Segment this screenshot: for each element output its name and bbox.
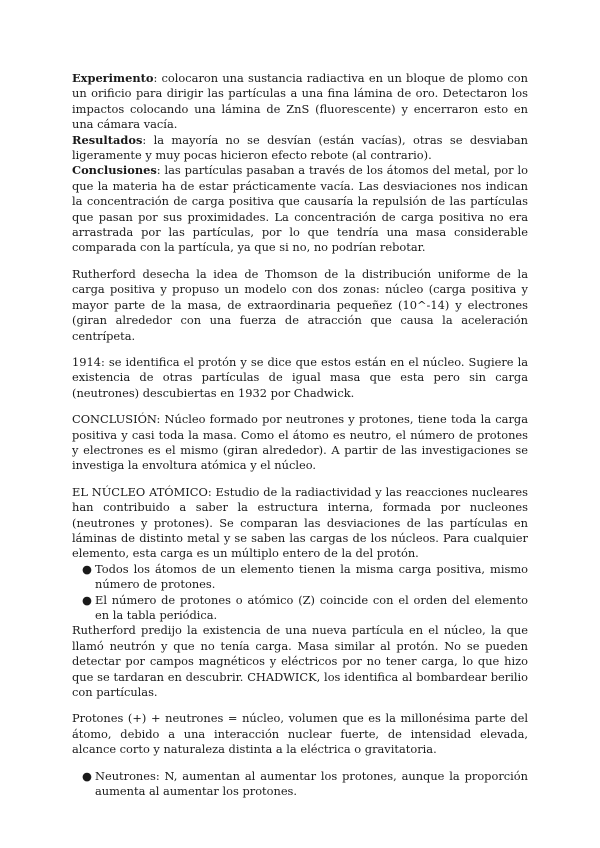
list-item-text: Neutrones: N, aumentan al aumentar los protones, aunque la proporción aumenta al aumentar los protones.	[95, 768, 528, 799]
conclusiones-paragraph	[72, 163, 528, 255]
list-item	[72, 769, 528, 800]
document-page	[72, 71, 528, 799]
resultados-text: : la mayoría no se desvían (están vacías), otras se desviaban ligeramente y muy pocas hicieron efecto rebote (al contrario).	[72, 132, 528, 163]
nucleo-bullet-list	[72, 562, 528, 624]
list-item	[72, 562, 528, 593]
experimento-label: Experimento	[72, 71, 154, 85]
experimento-text: : colocaron una sustancia radiactiva en un bloque de plomo con un orificio para dirigir las partículas a una fina lámina de oro. Detectaron los impactos colocando una lámina de ZnS (fluorescente) y encerraron esto en una cámara vacía.	[72, 71, 528, 132]
rutherford-model-paragraph: Rutherford desecha la idea de Thomson de la distribución uniforme de la carga positiva y propuso un modelo con dos zonas: núcleo (carga positiva y mayor parte de la masa, de extraordinaria pequeñez (10^-14) y electrones (giran alrededor con una fuerza de atracción que causa la aceleración centrípeta.	[72, 266, 528, 343]
bullet-icon: ●	[82, 561, 92, 576]
proton-1914-paragraph: 1914: se identifica el protón y se dice que estos están en el núcleo. Sugiere la existencia de otras partículas de igual masa que esta pero sin carga (neutrones) descubiertas en 1932 por Chadwick.	[72, 354, 528, 400]
list-item	[72, 593, 528, 624]
bullet-icon: ●	[82, 768, 92, 783]
list-item-text: El número de protones o atómico (Z) coincide con el orden del elemento en la tabla periódica.	[95, 592, 528, 622]
resultados-paragraph	[72, 133, 528, 164]
conclusiones-label: Conclusiones	[72, 163, 157, 178]
experimento-paragraph	[72, 71, 528, 133]
list-item-text: Todos los átomos de un elemento tienen la misma carga positiva, mismo número de protones.	[95, 561, 528, 592]
resultados-label: Resultados	[72, 132, 143, 147]
conclusion-paragraph: CONCLUSIÓN: Núcleo formado por neutrones y protones, tiene toda la carga positiva y casi toda la masa. Como el átomo es neutro, el número de protones y electrones es el mismo (giran alrededor). A partir de las investigaciones se investiga la envoltura atómica y el núcleo.	[72, 412, 528, 473]
nucleo-atomico-paragraph: EL NÚCLEO ATÓMICO: Estudio de la radiactividad y las reacciones nucleares han contribuido a saber la estructura interna, formada por nucleones (neutrones y protones). Se comparan las desviaciones de las partículas en láminas de distinto metal y se saben las cargas de los núcleos. Para cualquier elemento, esta carga es un múltiplo entero de la del protón.	[72, 484, 528, 561]
neutron-paragraph: Rutherford predijo la existencia de una nueva partícula en el núcleo, la que llamó neutrón y que no tenía carga. Masa similar al protón. No se pueden detectar por campos magnéticos y eléctricos por no tener carga, lo que hizo que se tardaran en descubrir. CHADWICK, los identifica al bombardear berilio con partículas.	[72, 623, 528, 700]
final-bullet-list	[72, 769, 528, 800]
conclusiones-text: : las partículas pasaban a través de los átomos del metal, por lo que la materia ha de estar prácticamente vacía. Las desviaciones nos indican la concentración de carga positiva que causaría la repulsión de las partículas que pasan por sus proximidades. La concentración de carga positiva no era arrastrada por las partículas, por lo que tendría una masa considerable comparada con la partícula, ya que si no, no podrían rebotar.	[72, 163, 528, 255]
protones-neutrones-paragraph: Protones (+) + neutrones = núcleo, volumen que es la millonésima parte del átomo, debido a una interacción nuclear fuerte, de intensidad elevada, alcance corto y naturaleza distinta a la eléctrica o gravitatoria.	[72, 711, 528, 757]
bullet-icon: ●	[82, 592, 92, 607]
